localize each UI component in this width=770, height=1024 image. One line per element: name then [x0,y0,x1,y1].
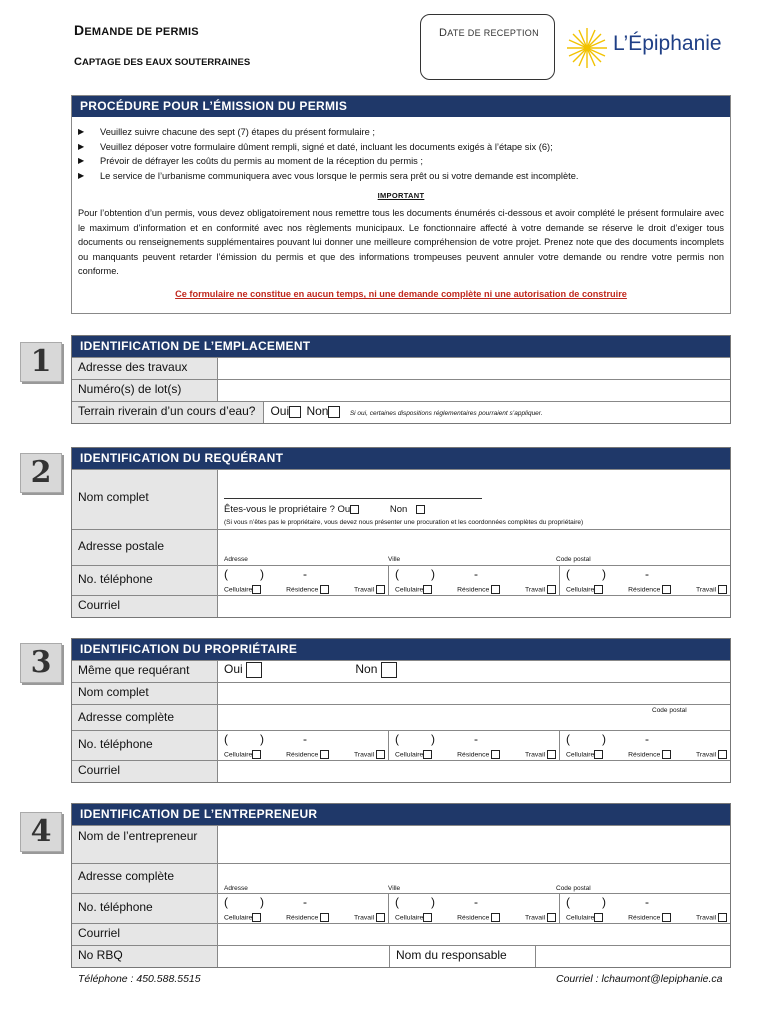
adresse-complete-field[interactable] [218,705,730,730]
responsable-field[interactable] [536,946,730,967]
section-emplacement [71,335,731,424]
label-adresse-travaux: Adresse des travaux [72,358,218,379]
warning-text: Ce formulaire ne constitue en aucun temps, ni une demande complète ni une autorisation de construire [175,288,627,299]
phone-field[interactable]: ( ) - Cellulaire Résidence Travail [218,731,389,760]
proprietaire-oui-checkbox[interactable] [350,505,359,514]
phone-field[interactable]: ( ) - Cellulaire Résidence Travail [389,566,560,595]
procuration-note: (Si vous n’êtes pas le propriétaire, vous devez nous présenter une procuration et les coordonnées complètes du propriétaire) [224,519,584,526]
proprietaire-question: Êtes-vous le propriétaire ? [224,504,335,515]
section-requerant [71,447,731,618]
non-label: Non [355,662,378,677]
procedure-paragraph: Pour l’obtention d’un permis, vous devez obligatoirement nous remettre tous les documents énumérés ci-dessous et avoir complété le présent formulaire avec le maximum d’information et en conformité avec nos règlements municipaux. Le fonctionnaire affecté à votre demande se réserve le droit d’exiger tous documents ou renseignements supplémentaires pouvant lui donner une meilleure compréhension de votre projet. Prenez note que des documents incomplets ou manquants peuvent retarder l’émission du permis et que des informations trompeuses peuvent annuler votre demande ou rendre votre permis non conforme. [78,208,724,277]
oui-label: Oui [270,404,290,418]
label-meme-requerant: Même que requérant [72,661,218,682]
label-riverain: Terrain riverain d’un cours d’eau? [72,402,264,423]
sun-icon [563,26,611,70]
nom-entrepreneur-field[interactable] [218,826,730,863]
lots-field[interactable] [218,380,730,401]
sub-code-postal: Code postal [556,556,591,563]
section-title: IDENTIFICATION DU REQUÉRANT [72,448,730,469]
footer-courriel: Courriel : lchaumont@lepiphanie.ca [556,973,723,985]
riverain-non-checkbox[interactable] [328,406,340,418]
oui-label: Oui [224,662,243,677]
ou-label: Ou [337,504,351,515]
label-responsable: Nom du responsable [390,946,536,967]
meme-non-checkbox[interactable] [381,662,397,678]
proprietaire-non-checkbox[interactable] [416,505,425,514]
section-entrepreneur [71,803,731,968]
date-reception-box[interactable]: DATE DE RECEPTION [420,14,555,80]
phone-field[interactable]: ( ) - Cellulaire Résidence Travail [560,894,730,923]
nom-complet-field[interactable] [218,470,730,529]
section-title: IDENTIFICATION DU PROPRIÉTAIRE [72,639,730,660]
procedure-box [71,95,731,314]
courriel-field[interactable] [218,596,730,617]
adresse-complete-field[interactable] [218,864,730,893]
label-nom-entrepreneur: Nom de l’entrepreneur [72,826,218,863]
riverain-oui-checkbox[interactable] [289,406,301,418]
label-nom-complet: Nom complet [72,470,218,529]
label-courriel: Courriel [72,596,218,617]
label-adresse-postale: Adresse postale [72,530,218,565]
municipality-logo [563,26,738,70]
section-title: IDENTIFICATION DE L’ENTREPRENEUR [72,804,730,825]
phone-field[interactable]: ( ) - Cellulaire Résidence Travail [560,731,730,760]
adresse-travaux-field[interactable] [218,358,730,379]
label-courriel: Courriel [72,761,218,782]
list-item: ▶ Prévoir de défrayer les coûts du permis au moment de la réception du permis ; [78,154,730,169]
adresse-postale-field[interactable] [218,530,730,565]
non-label: Non [306,404,329,418]
rbq-field[interactable] [218,946,390,967]
section-proprietaire [71,638,731,783]
phone-field[interactable]: ( ) - Cellulaire Résidence Travail [560,566,730,595]
sub-adresse: Adresse [224,885,248,892]
riverain-note: Si oui, certaines dispositions réglementaires pourraient s’appliquer. [349,410,543,417]
label-rbq: No RBQ [72,946,218,967]
phone-field[interactable]: ( ) - Cellulaire Résidence Travail [218,566,389,595]
phone-field[interactable]: ( ) - Cellulaire Résidence Travail [389,894,560,923]
step-number-2: 2 [20,453,62,493]
step-number-3: 3 [20,643,62,683]
logo-text: L’Épiphanie [613,32,722,55]
list-item: ▶ Veuillez déposer votre formulaire dûment rempli, signé et daté, incluant les documents exigés à l’étape six (6); [78,140,730,155]
procedure-list [78,125,730,183]
label-adresse-complete: Adresse complète [72,864,218,893]
label-telephone: No. téléphone [72,731,218,760]
courriel-field[interactable] [218,924,730,945]
section-title: IDENTIFICATION DE L’EMPLACEMENT [72,336,730,357]
label-adresse-complete: Adresse complète [72,705,218,730]
sub-code-postal: Code postal [556,885,591,892]
sub-adresse: Adresse [224,556,248,563]
footer-telephone: Téléphone : 450.588.5515 [78,973,201,985]
procedure-title: PROCÉDURE POUR L’ÉMISSION DU PERMIS [72,96,730,117]
label-telephone: No. téléphone [72,566,218,595]
form-subtitle: CAPTAGE DES EAUX SOUTERRAINES [74,56,251,68]
courriel-field[interactable] [218,761,730,782]
step-number-4: 4 [20,812,62,852]
label-courriel: Courriel [72,924,218,945]
label-telephone: No. téléphone [72,894,218,923]
list-item: ▶ Le service de l’urbanisme communiquera avec vous lorsque le permis sera prêt ou si votre demande est incomplète. [78,169,730,184]
sub-ville: Ville [388,556,401,563]
nom-complet-field[interactable] [218,683,730,704]
label-nom-complet: Nom complet [72,683,218,704]
sub-ville: Ville [388,885,401,892]
meme-oui-checkbox[interactable] [246,662,262,678]
form-title: DEMANDE DE PERMIS [74,22,199,38]
non-label: Non [389,504,408,515]
step-number-1: 1 [20,342,62,382]
phone-field[interactable]: ( ) - Cellulaire Résidence Travail [389,731,560,760]
list-item: ▶ Veuillez suivre chacune des sept (7) étapes du présent formulaire ; [78,125,730,140]
important-heading: IMPORTANT [377,191,425,200]
phone-field[interactable]: ( ) - Cellulaire Résidence Travail [218,894,389,923]
sub-code-postal: Code postal [652,707,687,714]
label-lots: Numéro(s) de lot(s) [72,380,218,401]
